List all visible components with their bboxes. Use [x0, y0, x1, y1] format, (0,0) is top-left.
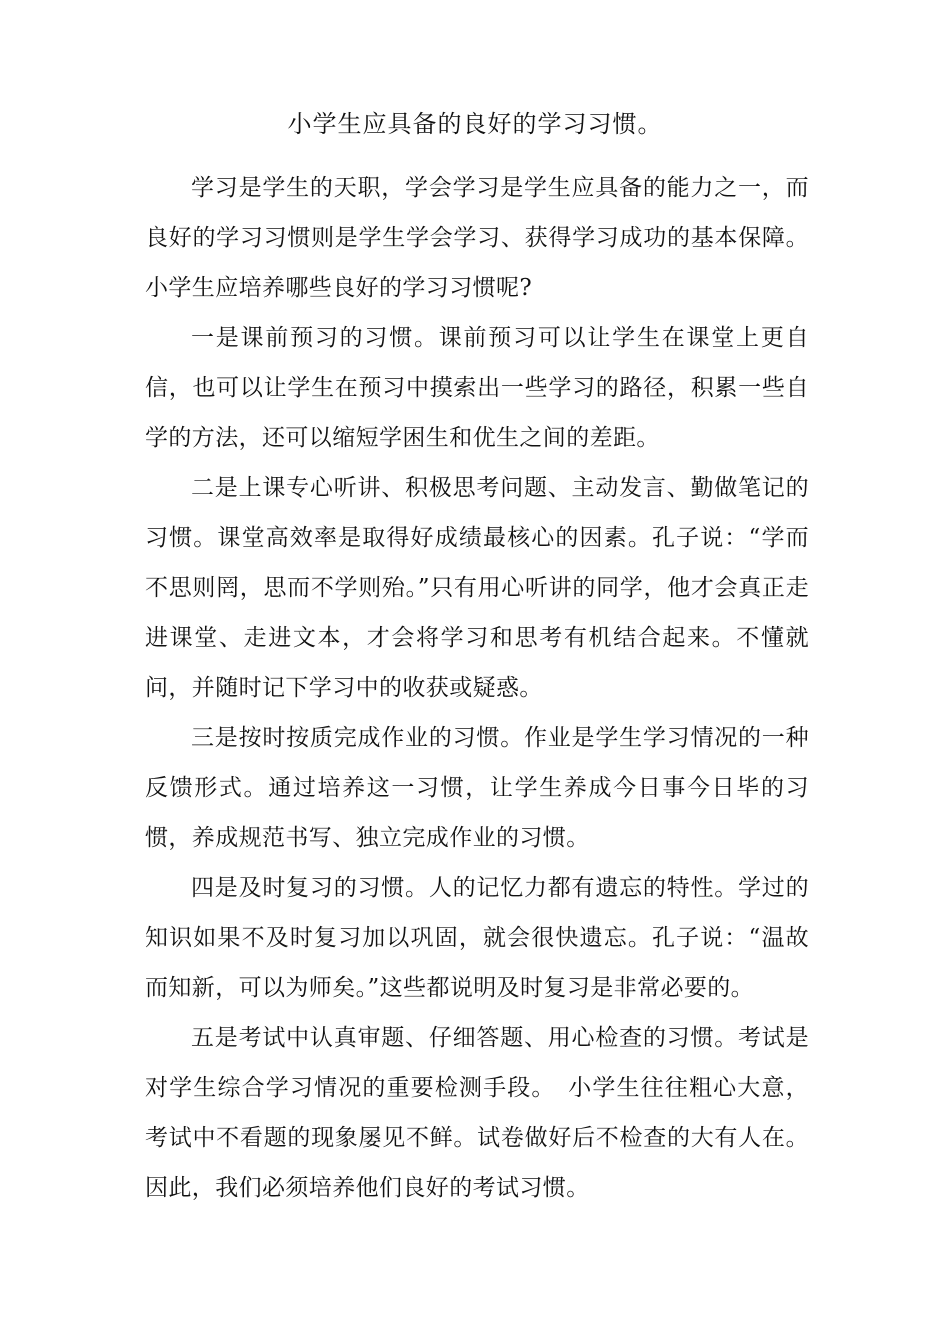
paragraph-habit-exam: 五是考试中认真审题、仔细答题、用心检查的习惯。考试是对学生综合学习情况的重要检测手段。 小学生往往粗心大意，考试中不看题的现象屡见不鲜。试卷做好后不检查的大有人在。因此，我们必须培养他们良好的考试习惯。 — [145, 1025, 809, 1201]
paragraph-habit-review: 四是及时复习的习惯。人的记忆力都有遗忘的特性。学过的知识如果不及时复习加以巩固，就会很快遗忘。孔子说：“温故而知新，可以为师矣。”这些都说明及时复习是非常必要的。 — [145, 875, 809, 1001]
paragraph-intro: 学习是学生的天职，学会学习是学生应具备的能力之一，而良好的学习习惯则是学生学会学习、获得学习成功的基本保障。小学生应培养哪些良好的学习习惯呢? — [145, 175, 809, 301]
document-title: 小学生应具备的良好的学习习惯。 — [287, 110, 663, 138]
paragraph-habit-preview: 一是课前预习的习惯。课前预习可以让学生在课堂上更自信，也可以让学生在预习中摸索出一些学习的路径，积累一些自学的方法，还可以缩短学困生和优生之间的差距。 — [145, 325, 809, 451]
document-body — [145, 163, 809, 1213]
paragraph-habit-listening: 二是上课专心听讲、积极思考问题、主动发言、勤做笔记的习惯。课堂高效率是取得好成绩最核心的因素。孔子说：“学而不思则罔，思而不学则殆。”只有用心听讲的同学，他才会真正走进课堂、走进文本，才会将学习和思考有机结合起来。不懂就问，并随时记下学习中的收获或疑惑。 — [145, 475, 809, 701]
paragraph-habit-homework: 三是按时按质完成作业的习惯。作业是学生学习情况的一种反馈形式。通过培养这一习惯，让学生养成今日事今日毕的习惯，养成规范书写、独立完成作业的习惯。 — [145, 725, 809, 851]
